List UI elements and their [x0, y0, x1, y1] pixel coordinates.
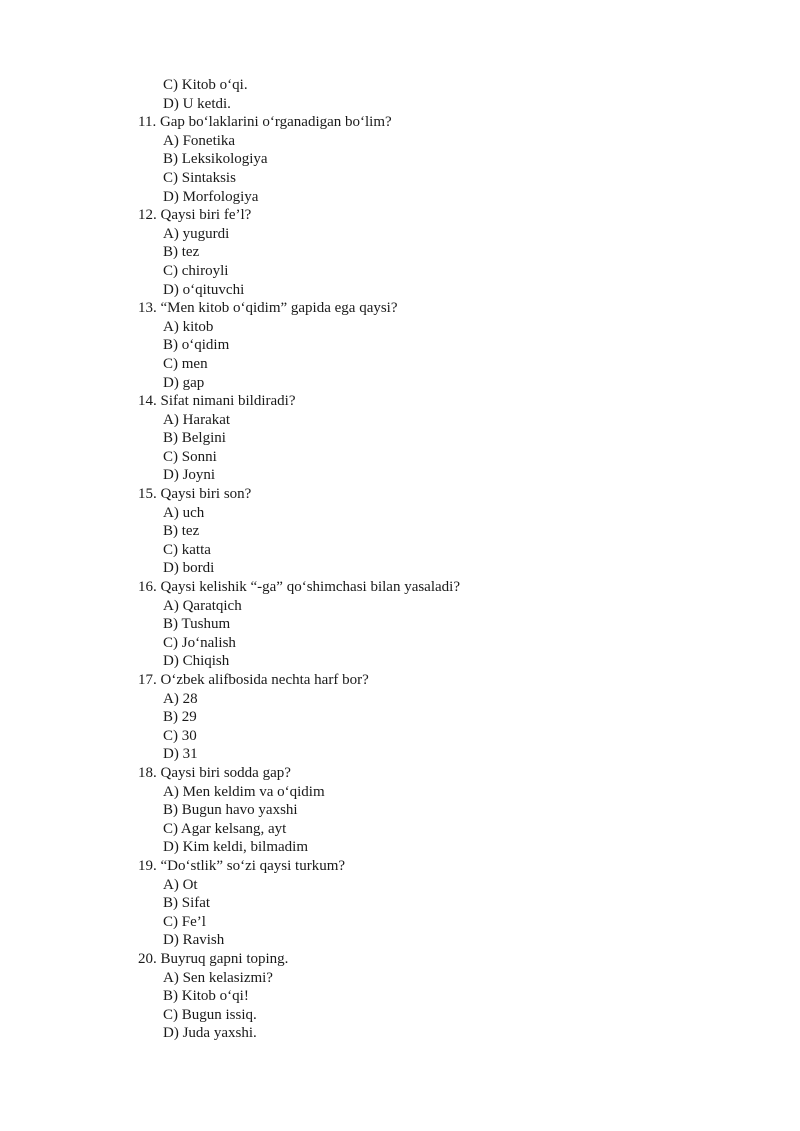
option-a: A) Qaratqich	[163, 597, 242, 614]
question-text: 16. Qaysi kelishik “-ga” qo‘shimchasi bilan yasaladi?	[138, 579, 460, 596]
option-a: A) Fonetika	[163, 132, 236, 149]
option-d: D) o‘qituvchi	[163, 281, 245, 298]
option-a: A) uch	[163, 504, 205, 521]
question-text: 15. Qaysi biri son?	[138, 486, 252, 503]
option-d: D) 31	[163, 746, 198, 763]
option-a: A) 28	[163, 690, 198, 707]
option-b: B) Tushum	[163, 616, 231, 633]
question-17	[0, 671, 800, 764]
option-b: B) Bugun havo yaxshi	[163, 802, 298, 819]
option-c: C) Agar kelsang, ayt	[163, 820, 287, 837]
option-b: B) tez	[163, 523, 200, 540]
option-b: B) Belgini	[163, 430, 226, 447]
option-c: C) 30	[163, 727, 197, 744]
option-b: B) tez	[163, 244, 200, 261]
question-text: 13. “Men kitob o‘qidim” gapida ega qaysi?	[138, 300, 398, 317]
question-18	[0, 764, 800, 857]
option-b: B) o‘qidim	[163, 337, 230, 354]
option-c: C) men	[163, 355, 208, 372]
question-20	[0, 950, 800, 1043]
question-text: 11. Gap bo‘laklarini o‘rganadigan bo‘lim?	[138, 114, 392, 131]
option-c: C) katta	[163, 541, 211, 558]
question-text: 17. O‘zbek alifbosida nechta harf bor?	[138, 672, 369, 688]
option-b: B) 29	[163, 709, 197, 726]
option-d: D) Morfologiya	[163, 188, 259, 205]
question-14	[0, 392, 800, 485]
option-b: B) Leksikologiya	[163, 151, 268, 168]
question-19	[0, 857, 800, 950]
option-line: C) Kitob o‘qi.	[163, 77, 248, 93]
question-text: 19. “Do‘stlik” so‘zi qaysi turkum?	[138, 857, 346, 874]
question-12	[0, 206, 800, 299]
question-11	[0, 113, 800, 206]
question-text: 18. Qaysi biri sodda gap?	[138, 764, 291, 781]
option-line: D) U ketdi.	[163, 95, 231, 112]
option-b: B) Kitob o‘qi!	[163, 988, 249, 1005]
option-a: A) Men keldim va o‘qidim	[163, 783, 325, 800]
question-15	[0, 485, 800, 578]
question-text: 12. Qaysi biri fe’l?	[138, 207, 252, 224]
option-b: B) Sifat	[163, 895, 211, 912]
option-c: C) Fe’l	[163, 913, 206, 930]
question-16	[0, 578, 800, 671]
option-d: D) Ravish	[163, 932, 225, 949]
option-a: A) Ot	[163, 876, 198, 893]
question-13	[0, 299, 800, 392]
question-text: 20. Buyruq gapni toping.	[138, 950, 289, 967]
option-d: D) Chiqish	[163, 653, 230, 670]
option-c: C) Jo‘nalish	[163, 634, 236, 651]
option-c: C) Sonni	[163, 448, 217, 465]
option-a: A) Harakat	[163, 411, 231, 428]
option-a: A) yugurdi	[163, 225, 230, 242]
option-d: D) Joyni	[163, 467, 216, 484]
document-page	[0, 76, 800, 1043]
option-d: D) Juda yaxshi.	[163, 1025, 257, 1042]
option-c: C) Bugun issiq.	[163, 1006, 257, 1023]
option-c: C) Sintaksis	[163, 169, 236, 186]
question-text: 14. Sifat nimani bildiradi?	[138, 393, 296, 410]
option-a: A) kitob	[163, 318, 214, 335]
option-d: D) bordi	[163, 560, 215, 577]
option-d: D) Kim keldi, bilmadim	[163, 839, 308, 856]
option-a: A) Sen kelasizmi?	[163, 969, 273, 986]
option-d: D) gap	[163, 374, 205, 391]
option-c: C) chiroyli	[163, 262, 229, 279]
